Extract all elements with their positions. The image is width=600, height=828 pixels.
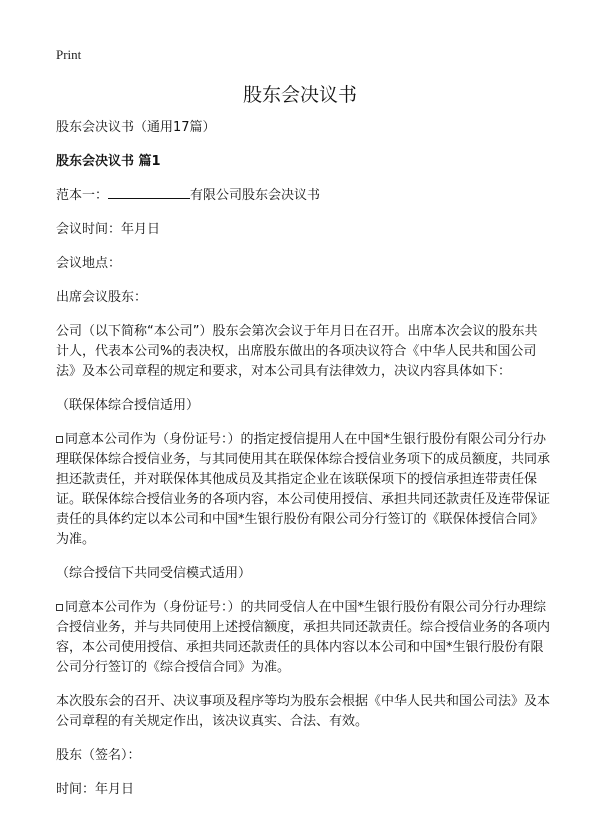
print-link[interactable]: Print — [56, 47, 82, 62]
meeting-time: 会议时间：年月日 — [56, 222, 161, 237]
paragraph-shared — [56, 598, 550, 678]
paragraph-closing: 本次股东会的召开、决议事项及程序等均为股东会根据《中华人民共和国公司法》及本公司章程的有关规定作出，该决议真实、合法、有效。 — [56, 694, 551, 729]
paragraph-main: 公司（以下简称“本公司”）股东会第次会议于年月日在召开。出席本次会议的股东共计人，代表本公司%的表决权，出席股东做出的各项决议符合《中华人民共和国公司法》及本公司章程的规定和要求，对本公司具有法律效力，决议内容具体如下： — [56, 324, 538, 379]
heading-joint: （联保体综合授信适用） — [56, 398, 200, 413]
checkbox-icon — [56, 604, 63, 611]
attendees: 出席会议股东： — [56, 290, 148, 305]
paragraph-joint-text: 同意本公司作为（身份证号：）的指定授信提用人在中国*生银行股份有限公司分行办理联保体综合授信业务，与其同使用其在联保体综合授信业务项下的成员额度，共同承担还款责任，并对联保体其他成员及其指定企业在该联保项下的授信承担连带责任保证。联保体综合授信业务的各项内容，本公司使用授信、承担共同还款责任及连带保证责任的具体约定以本公司和中国*生银行股份有限公司分行签订的《联保体授信合同》为准。 — [56, 432, 551, 547]
sample-line — [56, 186, 550, 206]
sample-suffix: 有限公司股东会决议书 — [190, 188, 321, 203]
sign-time: 时间：年月日 — [56, 782, 135, 797]
paragraph-shared-text: 同意本公司作为（身份证号：）的共同受信人在中国*生银行股份有限公司分行办理综合授信业务，并与共同使用上述授信额度，承担共同还款责任。综合授信业务的各项内容，本公司使用授信、承担共同还款责任的具体内容以本公司和中国*生银行股份有限公司分行签订的《综合授信合同》为准。 — [56, 600, 551, 675]
blank-line — [108, 186, 190, 199]
sample-prefix: 范本一： — [56, 188, 109, 203]
paragraph-joint — [56, 430, 550, 550]
heading-shared: （综合授信下共同受信模式适用） — [56, 566, 252, 581]
page-title: 股东会决议书 — [242, 84, 357, 106]
section-title: 股东会决议书 篇1 — [56, 154, 161, 169]
document-intro: 股东会决议书（通用17篇） — [56, 120, 216, 135]
meeting-place: 会议地点： — [56, 256, 122, 271]
document-body — [56, 118, 550, 814]
checkbox-icon — [56, 436, 63, 443]
signature-line: 股东（签名）： — [56, 748, 141, 763]
